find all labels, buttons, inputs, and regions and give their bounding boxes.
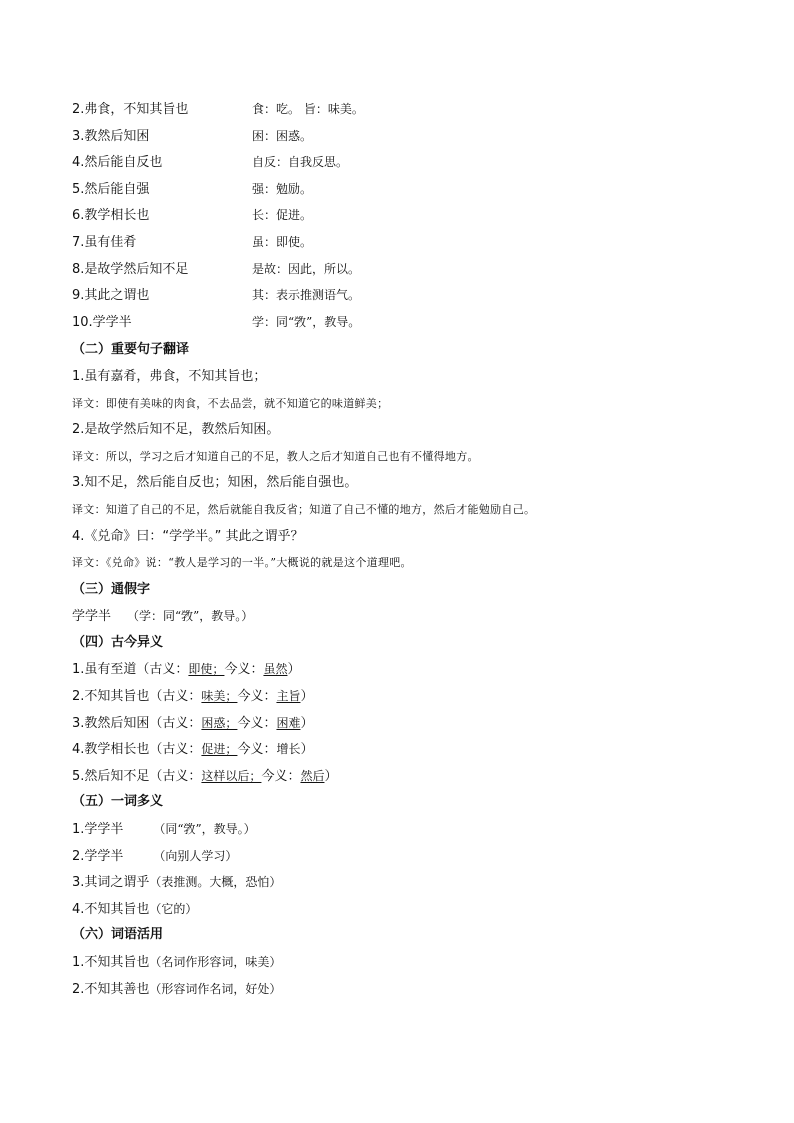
note: （表推测。大概，恐怕）	[149, 875, 282, 890]
vocab-term: 8.是故学然后知不足	[72, 261, 189, 277]
modern-meaning: 主旨	[276, 689, 301, 704]
vocab-term: 2.弗食，不知其旨也	[72, 102, 189, 117]
close-paren: ）	[300, 689, 314, 705]
vocab-term: 9.其此之谓也	[72, 288, 150, 304]
list-item	[72, 736, 732, 763]
list-item	[72, 710, 732, 737]
sentence: 4.《兑命》曰：“学学半。” 其此之谓乎？	[72, 528, 304, 544]
list-item	[72, 869, 732, 896]
vocab-row	[72, 231, 732, 258]
label-modern: 今义：	[224, 662, 264, 678]
label-modern: 今义：	[237, 715, 277, 731]
term: 2.不知其善也	[72, 981, 150, 997]
list-item	[72, 816, 732, 843]
vocab-list	[72, 98, 732, 337]
term: 2.不知其旨也	[72, 689, 150, 705]
term: 3.教然后知困	[72, 715, 150, 731]
modern-meaning: 虽然	[263, 662, 288, 677]
vocab-term: 7.虽有佳肴	[72, 234, 137, 250]
vocab-term: 6.教学相长也	[72, 208, 150, 224]
label-modern: 今义：	[261, 768, 301, 784]
note: （名词作形容词，味美）	[149, 955, 282, 969]
label-ancient: （古义：	[149, 742, 202, 758]
vocab-definition: 是故：因此，所以。	[252, 261, 361, 276]
ancient-meaning: 困惑；	[201, 715, 238, 730]
close-paren: ）	[287, 662, 301, 678]
list-item	[72, 843, 732, 870]
section-heading-yiciduoyi: （五）一词多义	[72, 794, 164, 810]
label-ancient: （古义：	[149, 689, 202, 705]
ancient-meaning: 促进；	[201, 742, 238, 757]
translation: 译文：知道了自己的不足，然后就能自我反省；知道了自己不懂的地方，然后才能勉励自己。	[72, 502, 536, 516]
sentence: 1.虽有嘉肴，弗食，不知其旨也；	[72, 368, 267, 384]
sentence: 3.知不足，然后能自反也；知困，然后能自强也。	[72, 475, 358, 491]
vocab-row	[72, 204, 732, 231]
vocab-row	[72, 258, 732, 285]
section-heading-translation: （二）重要句子翻译	[72, 342, 190, 358]
vocab-definition: 其：表示推测语气。	[252, 288, 361, 303]
term: 4.教学相长也	[72, 742, 150, 758]
list-item	[72, 683, 732, 710]
close-paren: ）	[300, 742, 314, 758]
vocab-definition: 食：吃。 旨：味美。	[252, 102, 364, 116]
vocab-term: 10.学学半	[72, 314, 132, 330]
list-item	[72, 763, 732, 790]
term: 1.不知其旨也	[72, 955, 150, 970]
vocab-definition: 强：勉励。	[252, 181, 313, 196]
note: （它的）	[149, 901, 198, 916]
vocab-definition: 虽：即使。	[252, 234, 313, 249]
list-item	[72, 656, 732, 683]
label-modern: 今义：	[237, 689, 277, 705]
vocab-row	[72, 98, 732, 125]
close-paren: ）	[324, 768, 338, 784]
list-item	[72, 603, 732, 630]
label-ancient: （古义：	[149, 768, 202, 784]
term: 4.不知其旨也	[72, 901, 150, 917]
translation: 译文：《兑命》说：“教人是学习的一半。”大概说的就是这个道理吧。	[72, 556, 412, 570]
label-ancient: （古义：	[136, 662, 189, 678]
modern-meaning: 然后	[300, 768, 325, 783]
vocab-row	[72, 284, 732, 311]
close-paren: ）	[300, 715, 314, 731]
note: （向别人学习）	[153, 848, 238, 863]
modern-meaning: 增长	[276, 742, 301, 757]
term: 学学半	[72, 609, 112, 625]
note: （同“敩”，教导。）	[153, 822, 256, 837]
list-item	[72, 949, 732, 976]
note: （形容词作名词，好处）	[149, 981, 282, 996]
section-heading-tongjiazi: （三）通假字	[72, 581, 151, 597]
translation: 译文：即使有美味的肉食，不去品尝，就不知道它的味道鲜美；	[72, 396, 389, 410]
vocab-row	[72, 311, 732, 338]
term: 2.学学半	[72, 848, 124, 864]
vocab-definition: 长：促进。	[252, 208, 313, 223]
term: 3.其词之谓乎	[72, 875, 150, 891]
ancient-meaning: 即使；	[188, 662, 225, 677]
term: 5.然后知不足	[72, 768, 150, 784]
label-ancient: （古义：	[149, 715, 202, 731]
vocab-term: 5.然后能自强	[72, 181, 150, 197]
term: 1.学学半	[72, 822, 124, 838]
vocab-term: 3.教然后知困	[72, 128, 150, 144]
vocab-row	[72, 178, 732, 205]
list-item	[72, 896, 732, 923]
ancient-meaning: 这样以后；	[201, 768, 262, 783]
document-page	[72, 98, 732, 1002]
sentence: 2.是故学然后知不足，教然后知困。	[72, 422, 280, 438]
vocab-row	[72, 125, 732, 152]
vocab-definition: 自反：自我反思。	[252, 155, 349, 170]
section-heading-ciyuhuoyong: （六）词语活用	[72, 927, 164, 943]
modern-meaning: 困难	[276, 715, 301, 730]
vocab-definition: 学：同“敩”，教导。	[252, 314, 361, 329]
term: 1.虽有至道	[72, 662, 137, 678]
label-modern: 今义：	[237, 742, 277, 758]
list-item	[72, 976, 732, 1003]
section-heading-gujinyiyi: （四）古今异义	[72, 634, 164, 650]
vocab-term: 4.然后能自反也	[72, 155, 163, 171]
vocab-row	[72, 151, 732, 178]
note: （学：同“敩”，教导。）	[127, 609, 254, 624]
vocab-definition: 困：困惑。	[252, 128, 313, 143]
translation: 译文：所以，学习之后才知道自己的不足，教人之后才知道自己也有不懂得地方。	[72, 449, 479, 463]
ancient-meaning: 味美；	[201, 689, 238, 704]
